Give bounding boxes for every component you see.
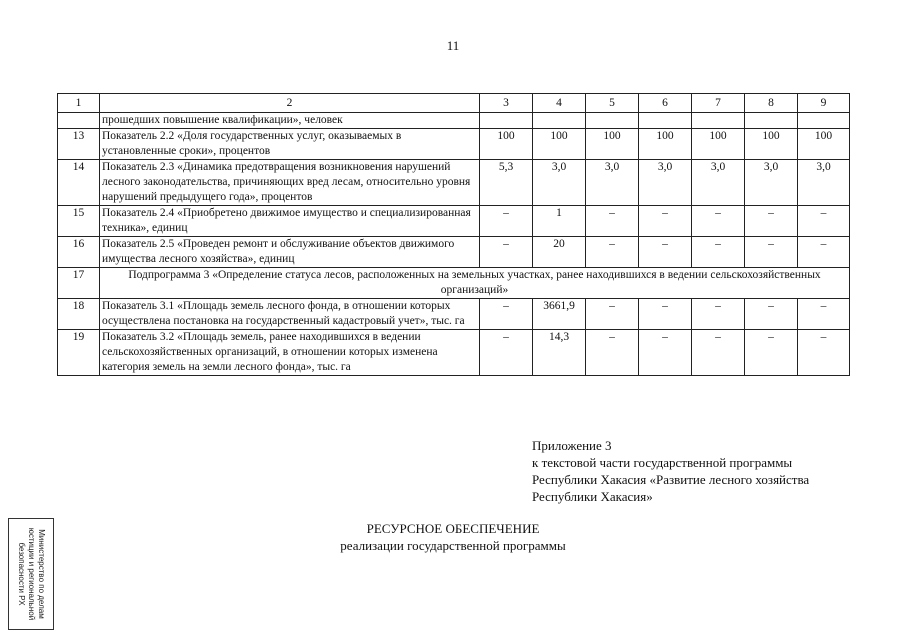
appendix-line: к текстовой части государственной программы (532, 455, 793, 470)
value-cell (692, 113, 745, 129)
value-cell: – (745, 206, 798, 237)
value-cell: – (798, 299, 850, 330)
value-cell: 100 (533, 129, 586, 160)
value-cell: 3,0 (533, 160, 586, 206)
table-row (58, 299, 850, 330)
appendix-line: Приложение 3 (532, 438, 612, 453)
row-number-cell: 13 (58, 129, 100, 160)
value-cell: 3661,9 (533, 299, 586, 330)
value-cell: 3,0 (692, 160, 745, 206)
row-number-cell: 15 (58, 206, 100, 237)
table-row (58, 206, 850, 237)
table-row (58, 330, 850, 376)
value-cell: 100 (639, 129, 692, 160)
table-row (58, 237, 850, 268)
value-cell: – (586, 206, 639, 237)
value-cell: – (480, 299, 533, 330)
indicator-text-cell: Показатель 2.5 «Проведен ремонт и обслуживание объектов движимого имущества лесного хозяйства», единиц (100, 237, 480, 268)
value-cell (480, 113, 533, 129)
value-cell: 100 (586, 129, 639, 160)
indicator-text-cell: Показатель 2.3 «Динамика предотвращения возникновения нарушений лесного законодательства, причиняющих вред лесам, относительно уровня нарушений предыдущего года», процентов (100, 160, 480, 206)
value-cell: 1 (533, 206, 586, 237)
column-header: 6 (639, 94, 692, 113)
value-cell (745, 113, 798, 129)
value-cell: 14,3 (533, 330, 586, 376)
value-cell: – (745, 299, 798, 330)
table-row-subprogram (58, 268, 850, 299)
value-cell: – (692, 206, 745, 237)
indicator-table (57, 93, 850, 376)
column-header: 1 (58, 94, 100, 113)
value-cell: – (480, 237, 533, 268)
table-header-row (58, 94, 850, 113)
row-number-cell: 14 (58, 160, 100, 206)
value-cell: – (692, 330, 745, 376)
value-cell (586, 113, 639, 129)
registration-stamp (8, 518, 54, 630)
value-cell: – (586, 330, 639, 376)
page-number: 11 (446, 38, 460, 53)
column-header: 9 (798, 94, 850, 113)
indicator-text-cell: Показатель 3.1 «Площадь земель лесного фонда, в отношении которых осуществлена постановка на государственный кадастровый учет», тыс. га (100, 299, 480, 330)
value-cell: 100 (692, 129, 745, 160)
section-title: РЕСУРСНОЕ ОБЕСПЕЧЕНИЕ (366, 521, 540, 536)
stamp-line: Министерство по делам (37, 529, 46, 619)
column-header: 5 (586, 94, 639, 113)
appendix-note (532, 437, 809, 505)
stamp-line: безопасности РХ (17, 542, 26, 606)
value-cell: – (480, 330, 533, 376)
column-header: 2 (100, 94, 480, 113)
value-cell: 100 (480, 129, 533, 160)
column-header: 4 (533, 94, 586, 113)
row-number-cell: 18 (58, 299, 100, 330)
section-subtitle: реализации государственной программы (340, 538, 566, 553)
stamp-text (16, 520, 46, 628)
value-cell: – (639, 330, 692, 376)
stamp-line: юстиции и региональной (27, 527, 36, 621)
column-header: 7 (692, 94, 745, 113)
value-cell: – (480, 206, 533, 237)
value-cell: – (798, 237, 850, 268)
appendix-line: Республики Хакасия «Развитие лесного хозяйства (532, 472, 810, 487)
column-header: 3 (480, 94, 533, 113)
value-cell (798, 113, 850, 129)
value-cell: 100 (798, 129, 850, 160)
indicator-text-cell: Показатель 2.2 «Доля государственных услуг, оказываемых в установленные сроки», процентов (100, 129, 480, 160)
table-row (58, 129, 850, 160)
table-row-continuation (58, 113, 850, 129)
value-cell: – (745, 330, 798, 376)
value-cell: – (639, 206, 692, 237)
value-cell: – (586, 299, 639, 330)
subprogram-title-cell: Подпрограмма 3 «Определение статуса лесов, расположенных на земельных участках, ранее находившихся в ведении сельскохозяйственных организаций» (100, 268, 850, 299)
value-cell: 3,0 (745, 160, 798, 206)
value-cell: – (692, 299, 745, 330)
value-cell: 3,0 (586, 160, 639, 206)
value-cell: 20 (533, 237, 586, 268)
value-cell: – (639, 237, 692, 268)
value-cell: – (798, 206, 850, 237)
indicator-text-cell: Показатель 2.4 «Приобретено движимое имущество и специализированная техника», единиц (100, 206, 480, 237)
table-row (58, 160, 850, 206)
value-cell: – (586, 237, 639, 268)
value-cell: – (798, 330, 850, 376)
row-number-cell: 19 (58, 330, 100, 376)
value-cell: – (692, 237, 745, 268)
indicator-text-cell: Показатель 3.2 «Площадь земель, ранее находившихся в ведении сельскохозяйственных организаций, в отношении которых изменена категория земель на земли лесного фонда», тыс. га (100, 330, 480, 376)
value-cell: 3,0 (639, 160, 692, 206)
column-header: 8 (745, 94, 798, 113)
row-number-cell: 16 (58, 237, 100, 268)
value-cell (639, 113, 692, 129)
appendix-line: Республики Хакасия» (532, 489, 653, 504)
value-cell: 100 (745, 129, 798, 160)
row-number-cell (58, 113, 100, 129)
value-cell (533, 113, 586, 129)
value-cell: – (745, 237, 798, 268)
indicator-text-cell: прошедших повышение квалификации», человек (100, 113, 480, 129)
value-cell: – (639, 299, 692, 330)
row-number-cell: 17 (58, 268, 100, 299)
value-cell: 5,3 (480, 160, 533, 206)
value-cell: 3,0 (798, 160, 850, 206)
